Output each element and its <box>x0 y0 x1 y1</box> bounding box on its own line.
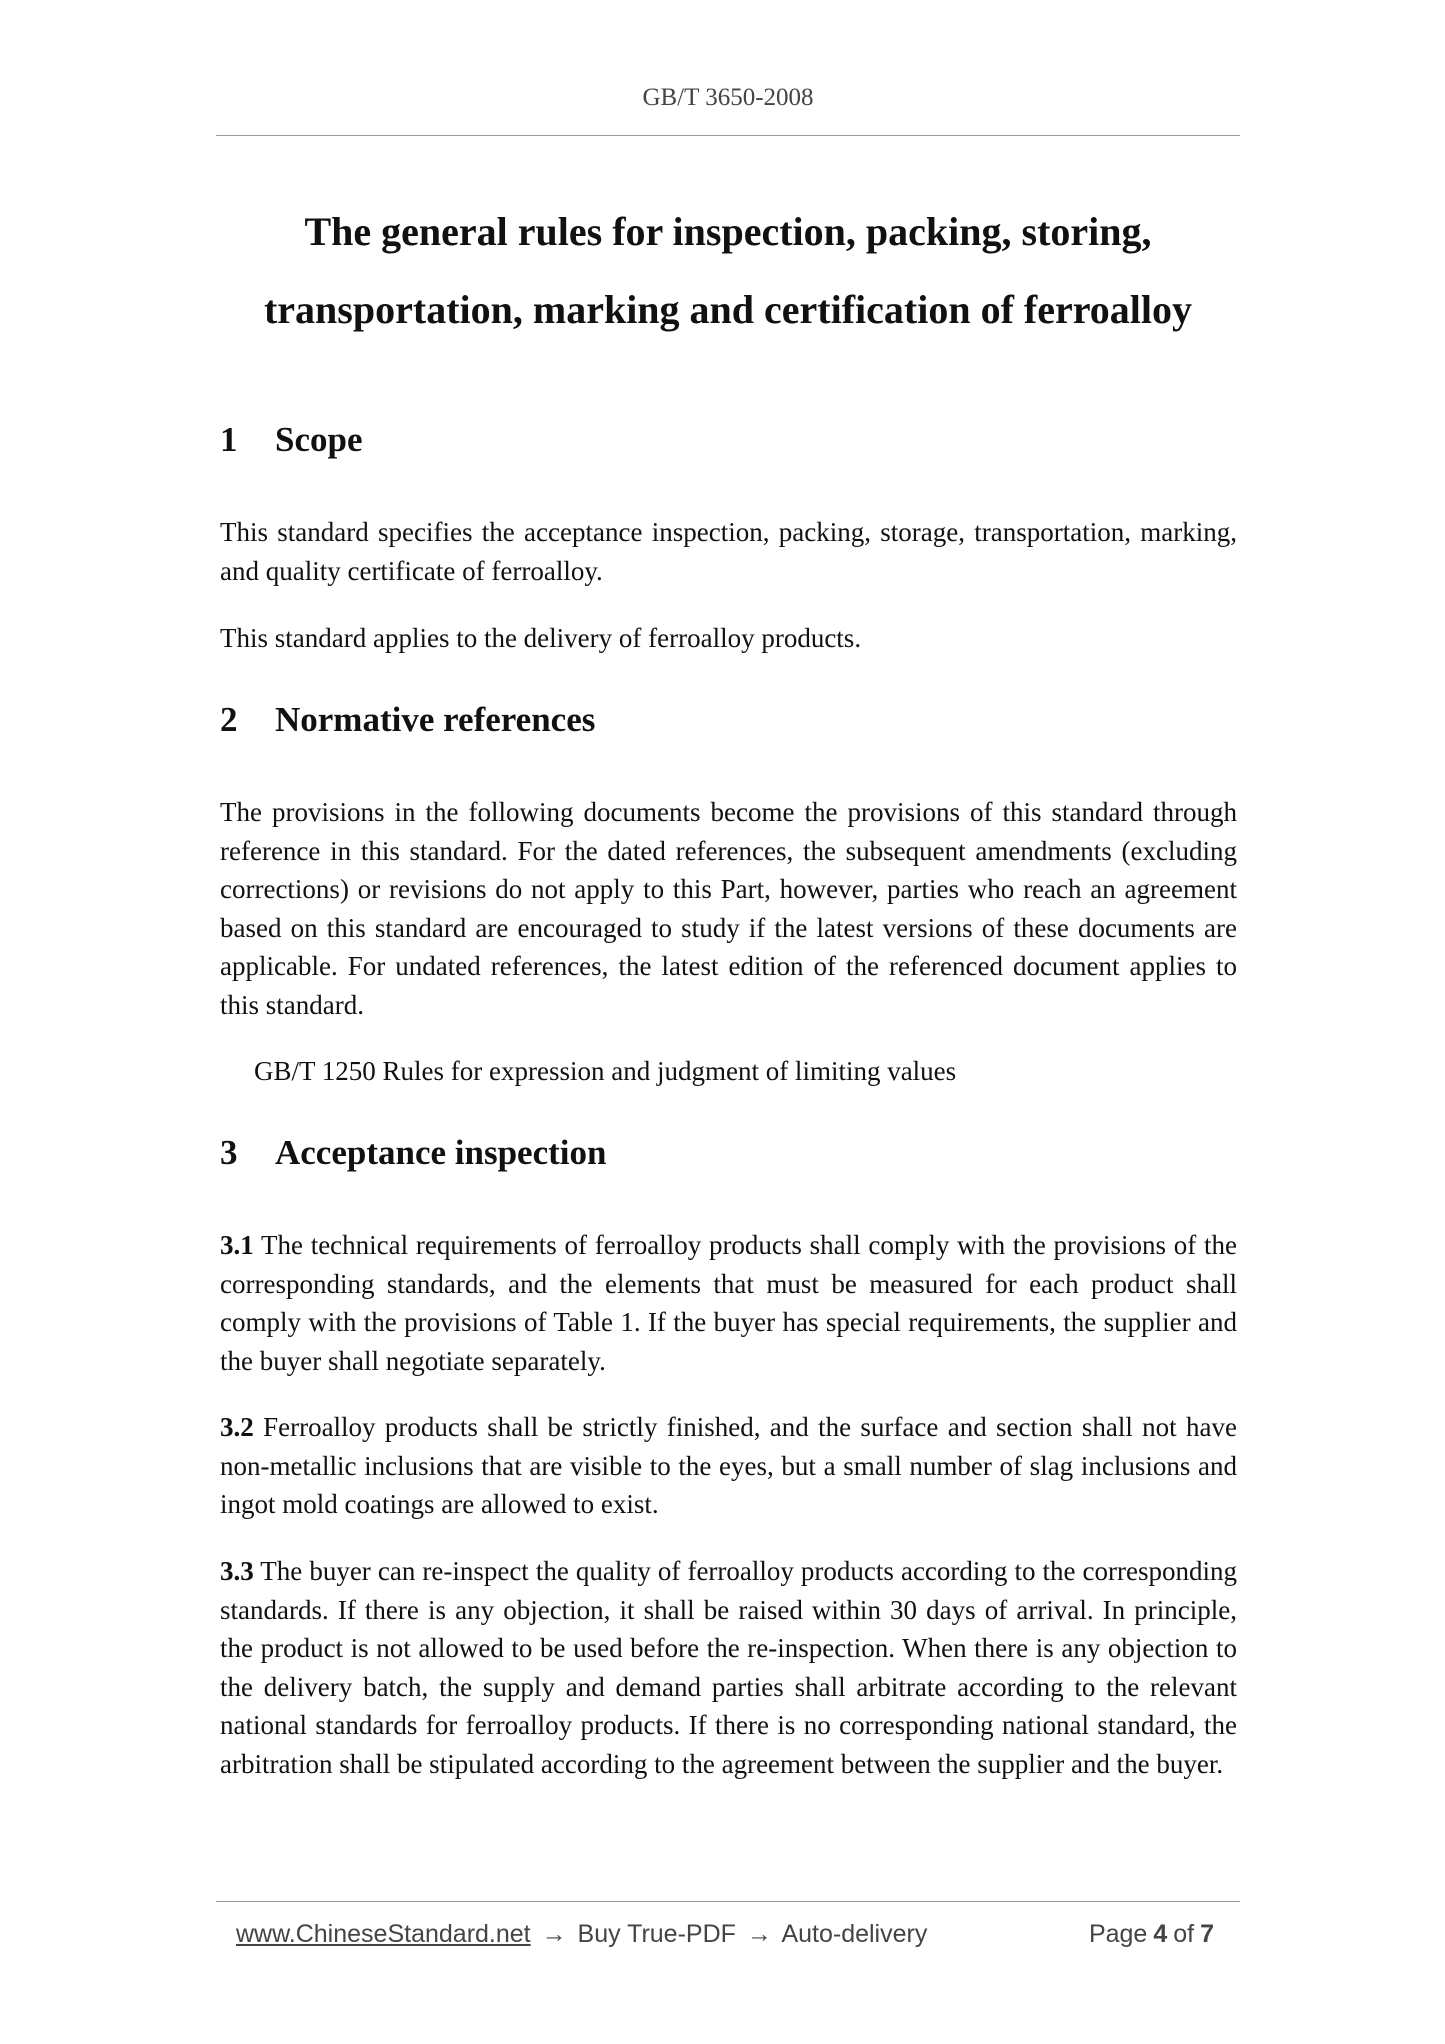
page-of-label: of <box>1173 1920 1195 1948</box>
page-footer <box>236 1920 1220 1949</box>
clause-3-3-number: 3.3 <box>220 1556 254 1586</box>
clause-3-3-text: The buyer can re-inspect the quality of ferroalloy products according to the corresponding standards. If there is any objection, it shall be raised within 30 days of arrival. In principle, the product is not allowed to be used before the re-inspection. When there is any objection to the delivery batch, the supply and demand parties shall arbitrate according to the relevant national standards for ferroalloy products. If there is no corresponding national standard, the arbitration shall be stipulated according to the agreement between the supplier and the buyer. <box>220 1556 1237 1779</box>
header-divider <box>216 135 1240 136</box>
section-3-number: 3 <box>220 1133 238 1172</box>
page-number-indicator <box>1089 1920 1220 1949</box>
clause-3-3 <box>220 1552 1237 1783</box>
current-page-number: 4 <box>1153 1920 1168 1948</box>
section-1-paragraph-1: This standard specifies the acceptance inspection, packing, storage, transportation, marking, and quality certificate of ferroalloy. <box>220 517 1237 586</box>
clause-3-2 <box>220 1408 1237 1524</box>
buy-true-pdf-text: Buy True-PDF <box>577 1920 736 1948</box>
section-1-number: 1 <box>220 420 238 459</box>
arrow-right-icon: → <box>746 1920 772 1948</box>
clause-3-1-text: The technical requirements of ferroalloy products shall comply with the provisions of the corresponding standards, and the elements that must be measured for each product shall comply with the provisions of Table 1. If the buyer has special requirements, the supplier and the buyer shall negotiate separately. <box>220 1230 1237 1376</box>
title-line-1: The general rules for inspection, packing, storing, <box>304 209 1152 254</box>
page-label: Page <box>1088 1920 1148 1948</box>
section-2-paragraph-1: The provisions in the following documents become the provisions of this standard through reference in this standard. For the dated references, the subsequent amendments (excluding corrections) or revisions do not apply to this Part, however, parties who reach an agreement based on this standard are encouraged to study if the latest versions of these documents are applicable. For undated references, the latest edition of the referenced document applies to this standard. <box>220 797 1237 1020</box>
section-1-title: Scope <box>275 420 363 459</box>
auto-delivery-text: Auto-delivery <box>781 1920 928 1948</box>
section-2-number: 2 <box>220 700 238 739</box>
title-line-2: transportation, marking and certification of ferroalloy <box>263 287 1193 332</box>
total-pages-number: 7 <box>1200 1920 1214 1948</box>
clause-3-2-text: Ferroalloy products shall be strictly finished, and the surface and section shall not have non-metallic inclusions that are visible to the eyes, but a small number of slag inclusions and ingot mold coatings are allowed to exist. <box>220 1412 1237 1519</box>
arrow-right-icon: → <box>541 1920 567 1948</box>
section-3-heading <box>220 1133 606 1173</box>
footer-divider <box>216 1901 1240 1902</box>
clause-3-2-number: 3.2 <box>220 1412 254 1442</box>
normative-reference-item: GB/T 1250 Rules for expression and judgment of limiting values <box>254 1056 957 1086</box>
clause-3-1 <box>220 1226 1237 1380</box>
section-2-heading <box>220 700 595 740</box>
section-1-paragraph-2: This standard applies to the delivery of ferroalloy products. <box>220 623 862 653</box>
chinese-standard-link[interactable]: www.ChineseStandard.net <box>236 1920 531 1948</box>
document-title <box>216 193 1240 349</box>
section-2-title: Normative references <box>275 700 596 739</box>
clause-3-1-number: 3.1 <box>220 1230 254 1260</box>
section-3-title: Acceptance inspection <box>275 1133 607 1172</box>
document-code-header: GB/T 3650-2008 <box>642 84 814 111</box>
section-1-heading <box>220 420 363 460</box>
